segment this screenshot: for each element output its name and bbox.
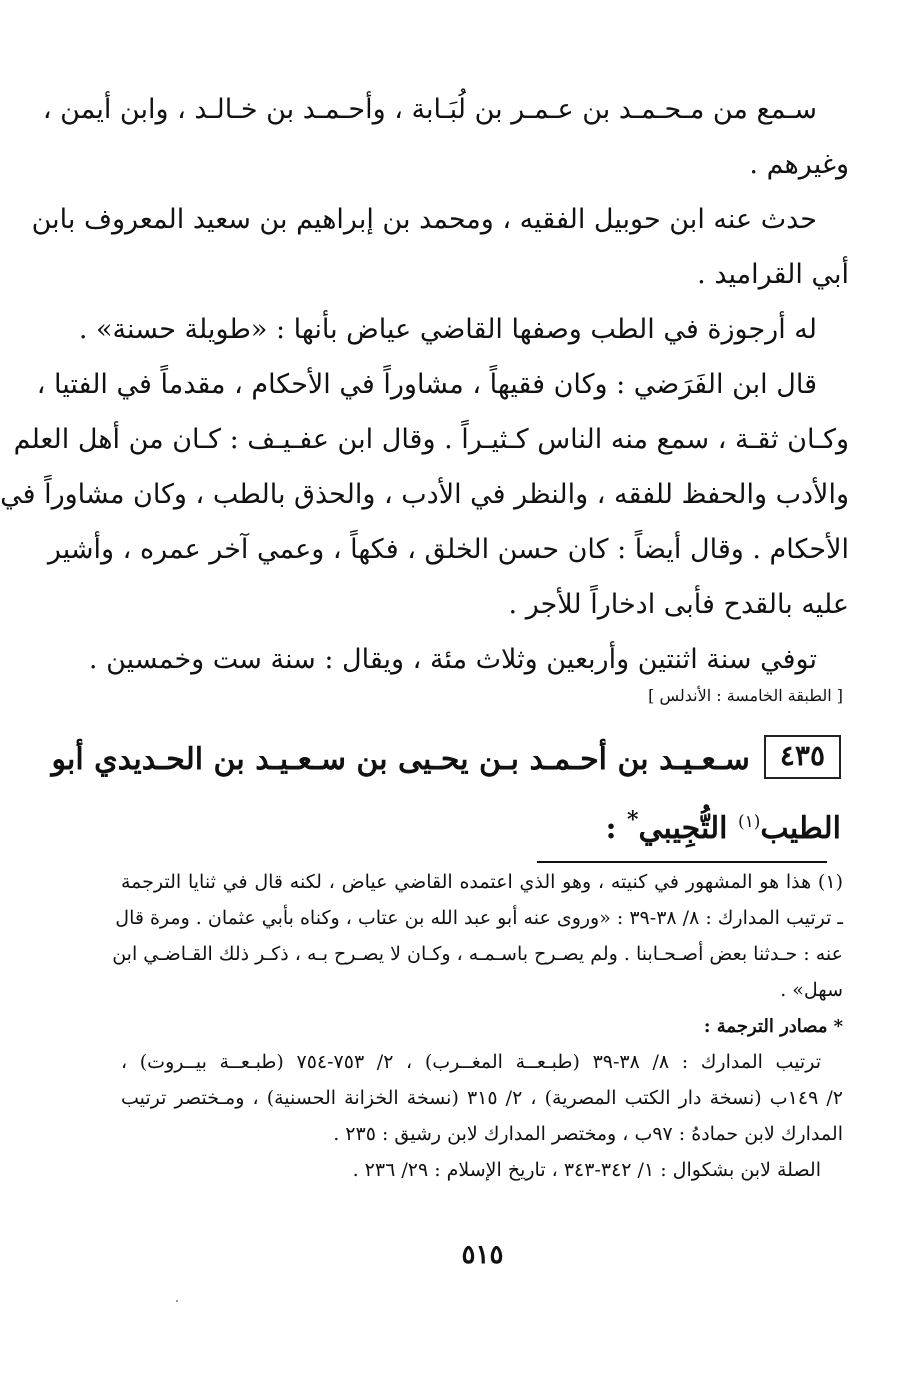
footnotes [112,864,843,1188]
footnote-marker: (١) [737,812,761,832]
footnote-divider [537,861,827,863]
entry-heading [51,730,841,850]
sources-heading [121,1008,843,1044]
text-line: والأدب والحفظ للفقه ، والنظر في الأدب ، والحذق بالطب ، وكان مشاوراً في [0,479,849,510]
source-line: المدارك لابن حمادهُ : ٩٧ب ، ومختصر المدارك لابن رشيق : ٢٣٥ . [333,1123,843,1145]
text-line: وغيرهم . [749,149,849,180]
footnote-line: سهل» . [780,979,843,1001]
text-line: له أرجوزة في الطب وصفها القاضي عياض بأنها : «طويلة حسنة» . [78,314,817,345]
footnote-line: (١) هذا هو المشهور في كنيته ، وهو الذي اعتمده القاضي عياض ، لكنه قال في ثنايا الترجمة [121,871,843,893]
sources-star: * [833,1016,843,1037]
entry-heading-line [51,730,841,790]
source-line: الصلة لابن بشكوال : ١/ ٣٤٢-٣٤٣ ، تاريخ الإسلام : ٢٩/ ٢٣٦ . [352,1159,821,1181]
text-line: الأحكام . وقال أيضاً : كان حسن الخلق ، فكهاً ، وعمي آخر عمره ، وأشير [47,534,849,565]
entry-name-cont: الطيب [760,811,841,846]
text-line: وكـان ثقـة ، سمع منه الناس كـثيـراً . وقال ابن عفـيـف : كـان من أهل العلم [13,424,849,455]
footnote-line: ـ ترتيب المدارك : ٨/ ٣٨-٣٩ : «وروى عنه أبو عبد الله بن عتاب ، وكناه بأبي عثمان . ومرة قال [115,907,843,929]
entry-heading-line [125,790,841,850]
text-line: توفي سنة اثنتين وأربعين وثلاث مئة ، ويقال : سنة ست وخمسين . [88,644,817,675]
entry-number-box: ٤٣٥ [764,735,841,779]
text-line: أبي القراميد . [697,259,849,290]
sources-title: مصادر الترجمة : [703,1016,828,1037]
text-line: عليه بالقدح فأبى ادخاراً للأجر . [508,589,849,620]
text-line: قال ابن الفَرَضي : وكان فقيهاً ، مشاوراً في الأحكام ، مقدماً في الفتيا ، [36,369,817,400]
source-line: ٢/ ١٤٩ب (نسخة دار الكتب المصرية) ، ٢/ ٣١٥ (نسخة الخزانة الحسنية) ، ومـختصر ترتيب [121,1087,843,1109]
entry-nisba: التُّجِيبي [638,811,738,846]
main-text [0,82,849,687]
scan-speck [176,1300,178,1302]
section-tag: [ الطبقة الخامسة : الأندلس ] [648,686,843,705]
entry-colon: : [605,811,627,846]
page-number: ٥١٥ [461,1240,504,1270]
entry-name: سـعـيـد بن أحـمـد بـن يحـيى بن سـعـيـد بن الحـديدي أبو [51,742,750,777]
sources-marker: * [627,807,639,833]
text-line: حدث عنه ابن حوبيل الفقيه ، ومحمد بن إبراهيم بن سعيد المعروف بابن [31,204,817,235]
text-line: سـمع من مـحـمـد بن عـمـر بن لُبَـابة ، وأحـمـد بن خـالـد ، وابن أيمن ، [42,94,817,125]
footnote-line: عنه : حـدثنا بعض أصـحـابنا . ولم يصـرح باسـمـه ، وكـان لا يصـرح بـه ، ذكـر ذلك القـاضـي ابن [112,943,843,965]
source-line: ترتيب المدارك : ٨/ ٣٨-٣٩ (طبـعــة المغــرب) ، ٢/ ٧٥٣-٧٥٤ (طبـعــة بيــروت) ، [121,1051,821,1073]
